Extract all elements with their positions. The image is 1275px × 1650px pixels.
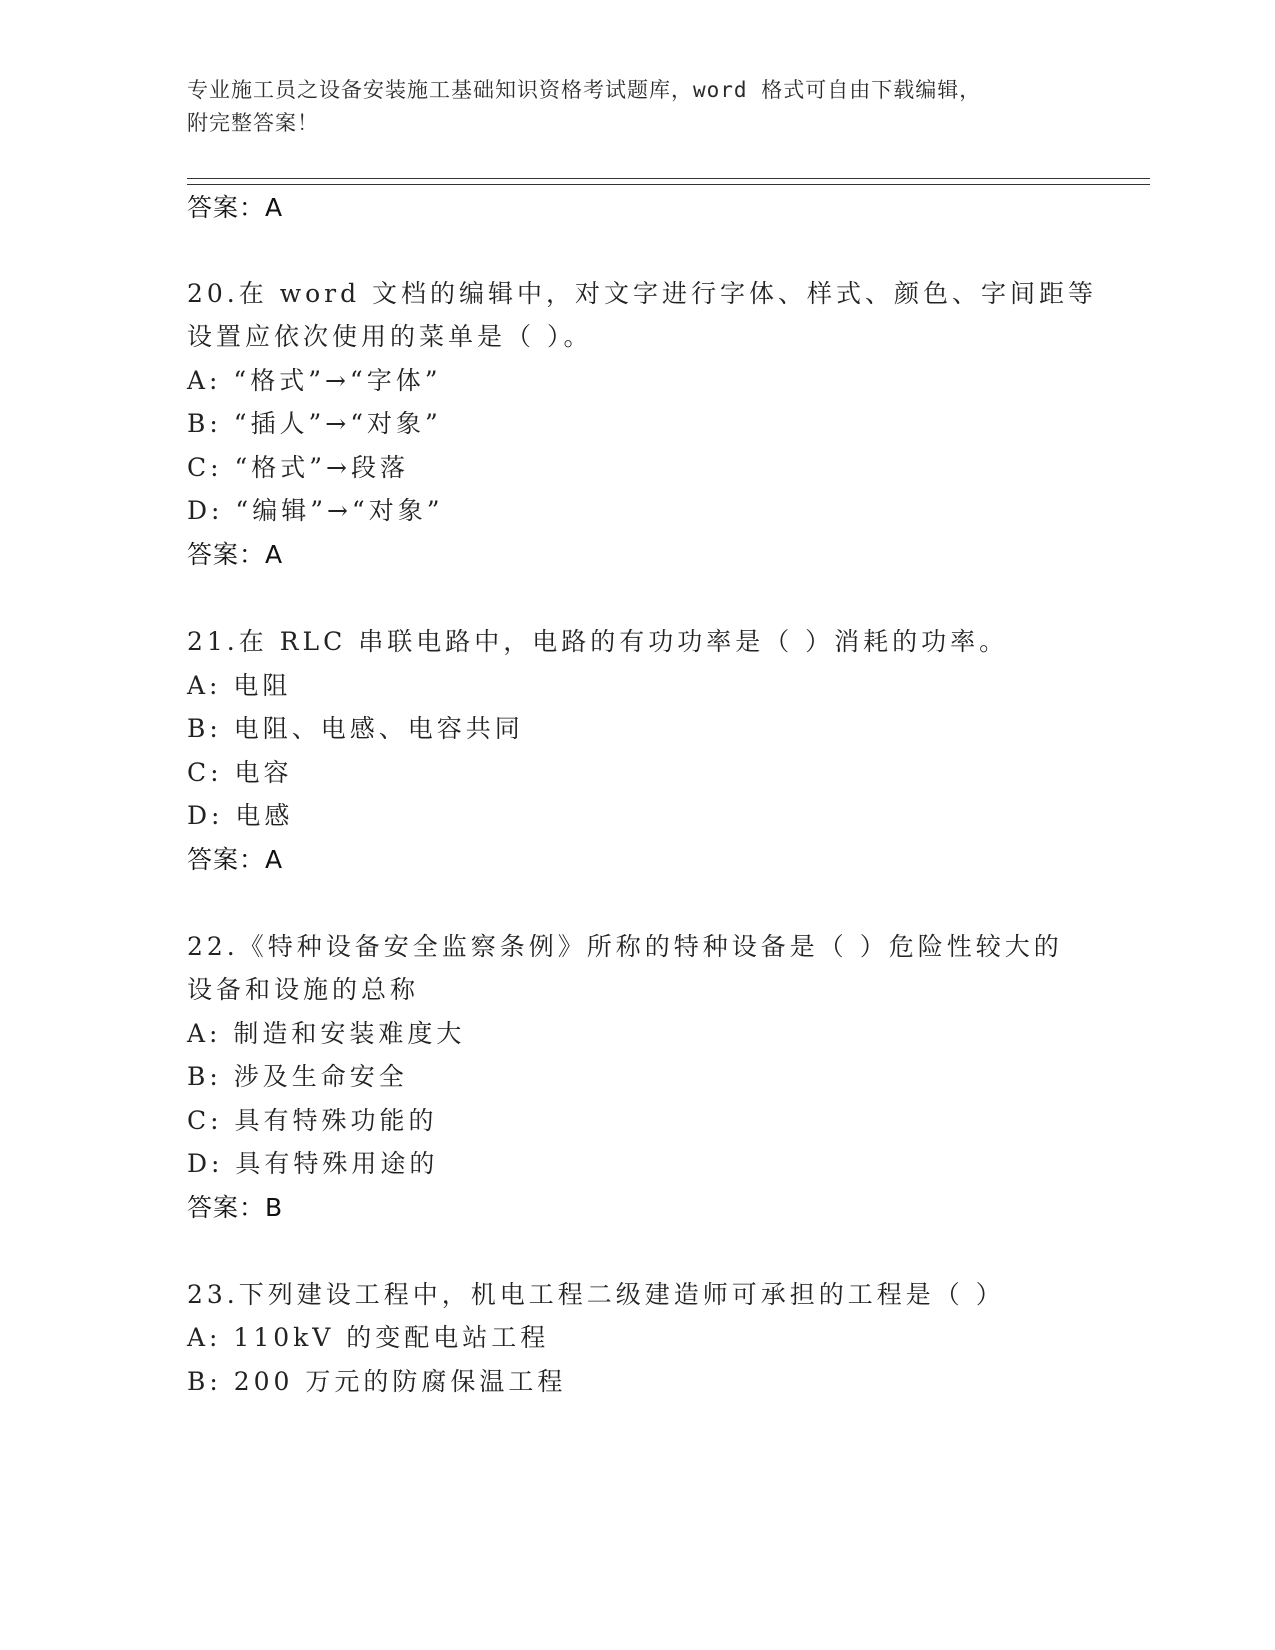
question-22-option-a: A: 制造和安装难度大 <box>187 1019 466 1048</box>
question-20-option-d: D: “编辑”→“对象” <box>187 496 444 525</box>
question-22-stem-line-2: 设备和设施的总称 <box>187 975 420 1004</box>
question-22-option-d: D: 具有特殊用途的 <box>187 1149 439 1178</box>
question-23-option-a: A: 110kV 的变配电站工程 <box>187 1323 550 1352</box>
header-divider-top <box>187 178 1150 179</box>
question-20-answer: 答案：A <box>187 540 284 569</box>
question-21-answer: 答案：A <box>187 845 284 874</box>
question-23-option-b: B: 200 万元的防腐保温工程 <box>187 1367 567 1396</box>
question-22-stem-line-1: 22.《特种设备安全监察条例》所称的特种设备是（ ）危险性较大的 <box>187 932 1063 961</box>
question-20-stem-line-2: 设置应依次使用的菜单是（ ）。 <box>187 322 593 351</box>
header-line-1: 专业施工员之设备安装施工基础知识资格考试题库，word 格式可自由下载编辑， <box>187 78 982 102</box>
question-23-stem-line-1: 23.下列建设工程中，机电工程二级建造师可承担的工程是（ ） <box>187 1280 1005 1309</box>
answer-line: 答案：A <box>187 193 284 222</box>
question-21-option-d: D: 电感 <box>187 801 294 830</box>
question-22-option-c: C: 具有特殊功能的 <box>187 1106 438 1135</box>
question-20-option-b: B: “插人”→“对象” <box>187 409 442 438</box>
question-20-stem-line-1: 20.在 word 文档的编辑中，对文字进行字体、样式、颜色、字间距等 <box>187 279 1098 308</box>
question-20-option-a: A: “格式”→“字体” <box>187 366 442 395</box>
question-21-option-c: C: 电容 <box>187 758 293 787</box>
question-21-option-a: A: 电阻 <box>187 671 292 700</box>
question-21-stem-line-1: 21.在 RLC 串联电路中，电路的有功功率是（ ）消耗的功率。 <box>187 627 1009 656</box>
question-20-option-c: C: “格式”→段落 <box>187 453 410 482</box>
question-21-option-b: B: 电阻、电感、电容共同 <box>187 714 524 743</box>
header-line-2: 附完整答案！ <box>187 111 319 135</box>
question-22-answer: 答案：B <box>187 1193 284 1222</box>
question-22-option-b: B: 涉及生命安全 <box>187 1062 408 1091</box>
header-divider-bottom <box>187 184 1150 185</box>
document-header <box>187 74 1067 140</box>
